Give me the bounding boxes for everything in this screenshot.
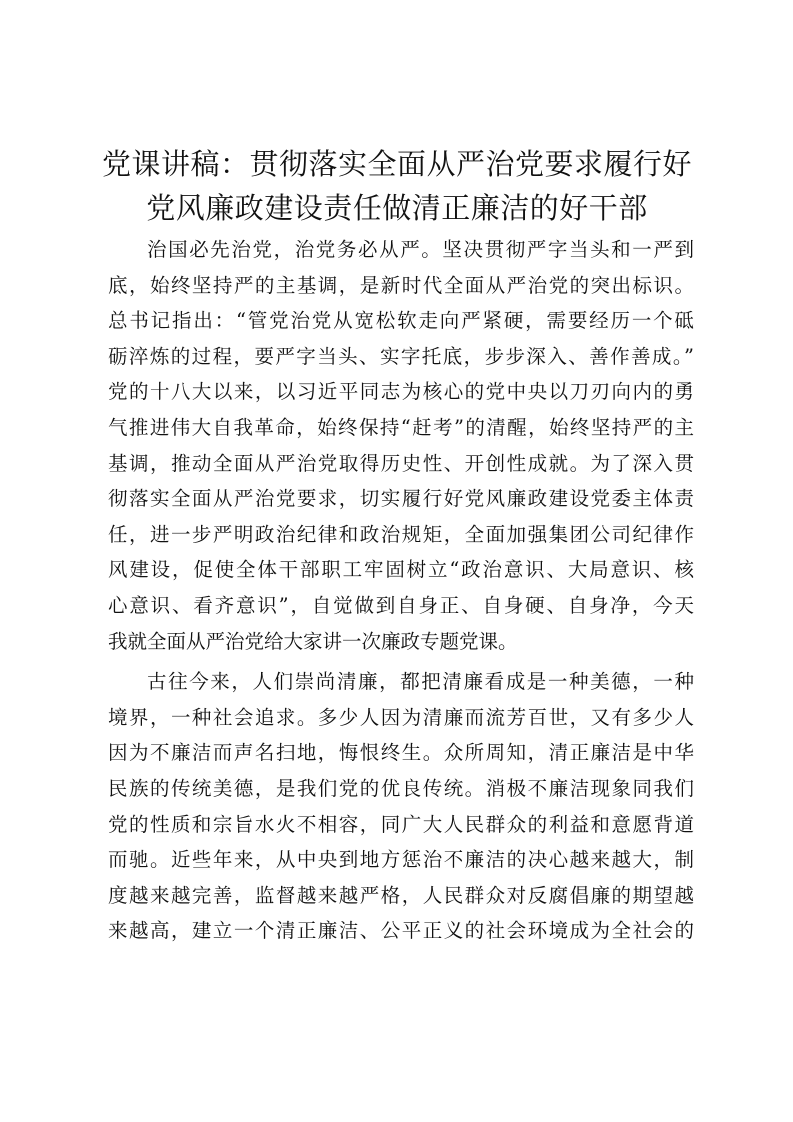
title-line: 党课讲稿：贯彻落实全面从严治党要求履行好 — [101, 147, 692, 181]
title-line: 党风廉政建设责任做清正廉洁的好干部 — [146, 191, 648, 225]
text-line: 党的十八大以来，以习近平同志为核心的党中央以刀刃向内的勇 — [108, 380, 694, 404]
text-line: 风建设，促使全体干部职工牢固树立“政治意识、大局意识、核 — [108, 558, 694, 582]
text-line: 底，始终坚持严的主基调，是新时代全面从严治党的突出标识。 — [108, 273, 694, 297]
text-line: 气推进伟大自我革命，始终保持“赶考”的清醒，始终坚持严的主 — [108, 415, 694, 439]
text-line: 而驰。近些年来，从中央到地方惩治不廉洁的决心越来越大，制 — [108, 848, 694, 872]
text-line: 党的性质和宗旨水火不相容，同广大人民群众的利益和意愿背道 — [108, 812, 694, 836]
text-line: 彻落实全面从严治党要求，切实履行好党风廉政建设党委主体责 — [108, 487, 694, 511]
text-line: 我就全面从严治党给大家讲一次廉政专题党课。 — [108, 629, 518, 653]
paragraph — [108, 664, 694, 949]
paragraph — [108, 232, 694, 659]
text-line: 砺淬炼的过程，要严字当头、实字托底，步步深入、善作善成。” — [108, 344, 694, 368]
document-title — [92, 142, 702, 230]
text-line: 心意识、看齐意识”，自觉做到自身正、自身硬、自身净，今天 — [108, 593, 694, 617]
text-line: 基调，推动全面从严治党取得历史性、开创性成就。为了深入贯 — [108, 451, 694, 475]
text-line: 因为不廉洁而声名扫地，悔恨终生。众所周知，清正廉洁是中华 — [108, 741, 694, 765]
text-line: 民族的传统美德，是我们党的优良传统。消极不廉洁现象同我们 — [108, 776, 694, 800]
text-line: 度越来越完善，监督越来越严格，人民群众对反腐倡廉的期望越 — [108, 883, 694, 907]
document-body — [108, 232, 694, 954]
text-line: 境界，一种社会追求。多少人因为清廉而流芳百世，又有多少人 — [108, 705, 694, 729]
text-line: 治国必先治党，治党务必从严。坚决贯彻严字当头和一严到 — [147, 238, 694, 261]
text-line: 古往今来，人们崇尚清廉，都把清廉看成是一种美德，一种 — [147, 670, 694, 694]
text-line: 总书记指出：“管党治党从宽松软走向严紧硬，需要经历一个砥 — [108, 309, 694, 333]
text-line: 来越高，建立一个清正廉洁、公平正义的社会环境成为全社会的 — [108, 919, 694, 943]
text-line: 任，进一步严明政治纪律和政治规矩，全面加强集团公司纪律作 — [108, 522, 694, 546]
